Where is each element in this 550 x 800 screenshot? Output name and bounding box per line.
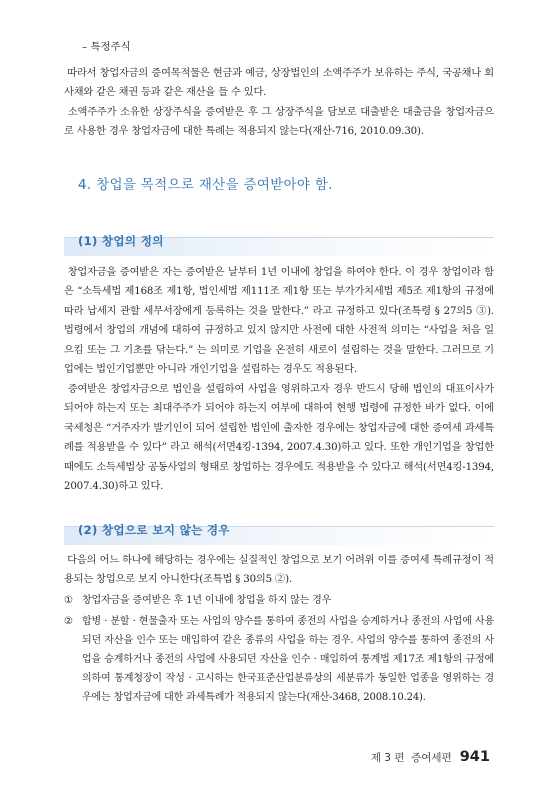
list-item-text: 창업자금을 증여받은 후 1년 이내에 창업을 하지 않는 경우 [82, 595, 332, 606]
paragraph-not-startup-intro: 다음의 어느 하나에 해당하는 경우에는 실질적인 창업으로 보기 어려위 이를 증여세 특례규정이 적용되는 창업으로 보지 아니한다(조특법 § 30의5 ②). [64, 555, 494, 586]
list-marker: ② [64, 616, 73, 627]
subsection-title-definition: (1) 창업의 정의 [78, 234, 164, 248]
paragraph-corporation-startup: 증여받은 창업자금으로 법인을 설립하여 사업을 영위하고자 경우 반드시 당해 법인의 대표이사가 되어야 하는지 또는 최대주주가 되어야 하는지 여부에 대하여 현행 법령에 규정한 바가 없다. 이에 국세청은 “거주자가 발기인이 되어 설립한 법인에 출자한 경우에는 창업자금에 대한 증여세 과세특례를 적용받을 수 있다” 라고 해석(서면4킹-1394, 2007.4.30)하고 있다. 또한 개인기업을 창업한 때에도 소득세법상 공동사업의 형태로 창업하는 경우에도 적용받을 수 있다고 해석(서면4킹-1394, 2007.4.30)하고 있다. [64, 384, 494, 493]
subsection-title-not-startup: (2) 창업으로 보지 않는 경우 [78, 523, 230, 537]
list-bullet-specific-stock: – 특정주식 [82, 41, 131, 53]
paragraph-minority-shareholder: 소액주주가 소유한 상장주식을 증여받은 후 그 상장주식을 담보로 대출받은 대출금을 창업자금으로 사용한 경우 창업자금에 대한 특례는 적용되지 않는다(재산-716, 2010.09.30). [64, 107, 494, 138]
list-marker: ① [64, 595, 73, 606]
footer-section-label: 제 3 편 증여세편 [370, 752, 452, 764]
page-number: 941 [459, 749, 490, 765]
paragraph-gift-assets: 따라서 창업자금의 증여목적물은 현금과 예금, 상장법인의 소액주주가 보유하는 주식, 국공채나 회사채와 같은 채권 등과 같은 재산을 들 수 있다. [64, 68, 494, 99]
paragraph-startup-definition: 창업자금을 증여받은 자는 증여받은 날부터 1년 이내에 창업을 하여야 한다. 이 경우 창업이라 함은 “소득세법 제168조 제1항, 법인세법 제111조 제1항 또는 부가가치세법 제5조 제1항의 규정에 따라 납세지 관할 세무서장에게 등록하는 것을 말한다.” 라고 규정하고 있다(조특령 § 27의5 ③). 법령에서 창업의 개념에 대하여 규정하고 있지 않지만 사전에 대한 사전적 의미는 “사업을 처음 일으킴 또는 그 기초를 닦는다.” 는 의미로 기업을 온전히 새로이 설립하는 것을 말한다. 그러므로 기업에는 법인기업뿐만 아니라 개인기업을 설립하는 경우도 적용된다. [64, 267, 494, 376]
list-item-text: 합병 · 분할 · 현물출자 또는 사업의 양수를 통하여 종전의 사업을 승계하거나 종전의 사업에 사용되던 자산을 인수 또는 매입하여 같은 종류의 사업을 하는 경우. 사업의 양수를 통하여 종전의 사업을 승계하거나 종전의 사업에 사용되던 자산을 인수 · 매입하여 통계법 제17조 제1항의 규정에 의하여 통계청장이 작성 · 고시하는 한국표준산업분류상의 세분류가 동일한 업종을 영위하는 경우에는 창업자금에 대한 과세특례가 적용되지 않는다(재산-3468, 2008.10.24). [82, 616, 494, 703]
page-footer [371, 749, 490, 765]
section-title: 4. 창업을 목적으로 재산을 증여받아야 함. [78, 178, 333, 193]
